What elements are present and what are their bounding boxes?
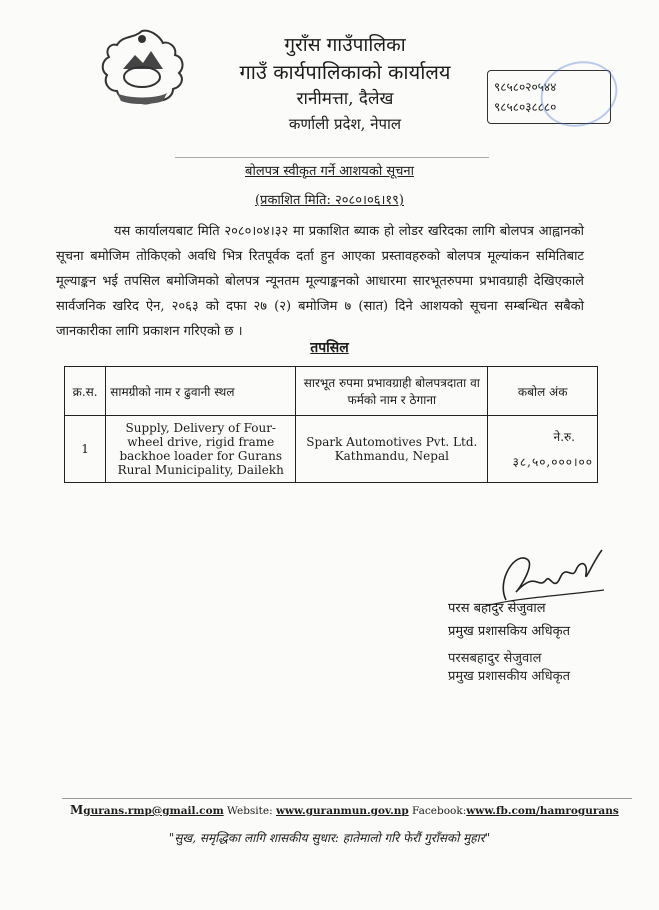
office-location: रानीमत्ता, दैलेख [296,89,394,109]
office-name: गाउँ कार्यपालिकाको कार्यालय [239,60,451,84]
table-header-row [65,367,598,416]
stamp-name: परसबहादुर सेजुवाल [448,651,542,666]
footer-divider [62,798,632,799]
footer-contact [70,803,650,817]
amount-currency: ने.रु. [553,430,575,444]
notice-title-text: बोलपत्र स्वीकृत गर्ने आशयको सूचना [245,164,414,179]
details-heading [0,338,659,357]
signatory-title: प्रमुख प्रशासकिय अधिकृत [448,624,571,639]
cell-item: Supply, Delivery of Four-wheel drive, rigid frame backhoe loader for Gurans Rural Municipality, Dailekh [106,416,296,483]
province-country: कर्णाली प्रदेश, नेपाल [288,115,402,133]
notice-title [0,161,659,179]
award-table [64,366,598,483]
nepal-emblem-icon [93,25,191,113]
facebook-label: Facebook: [412,805,467,817]
phone-number-1: ९८५८०२०५४४ [494,80,557,94]
mail-icon: M [70,803,84,817]
cell-amount [488,416,598,483]
signatory-name: परस बहादुर सेजुवाल [448,601,546,616]
stamp-title: प्रमुख प्रशासकीय अधिकृत [448,669,571,684]
cell-serial: 1 [65,416,106,483]
details-heading-text: तपसिल [310,340,349,356]
header-bidder: सारभूत रुपमा प्रभावग्राही बोलपत्रदाता वा फर्मको नाम र ठेगाना [296,367,488,416]
table-row [65,416,598,483]
header-serial: क्र.स. [65,367,106,416]
published-date [0,190,659,208]
amount-value: ३८,५०,०००।०० [512,455,593,469]
footer-website[interactable]: www.guranmun.gov.np [275,805,409,817]
header-amount: कबोल अंक [488,367,598,416]
municipality-name: गुराँस गाउँपालिका [284,34,406,56]
phone-number-2: ९८५८०३८८८० [494,100,557,114]
bidder-address: Kathmandu, Nepal [334,449,449,463]
footer-facebook[interactable]: www.fb.com/hamrogurans [466,805,619,817]
website-label: Website: [227,805,273,817]
notice-body: यस कार्यालयबाट मिति २०८०।०४।३२ मा प्रकाशित ब्याक हो लोडर खरिदका लागि बोलपत्र आह्वानको सूचना बमोजिम तोकिएको अवधि भित्र रितपूर्वक दर्ता हुन आएका प्रस्तावहरुको बोलपत्र मूल्यांकन समितिबाट मूल्याङ्कन भई तपसिल बमोजिमको बोलपत्र न्यूनतम मूल्याङ्कनको आधारमा सारभूतरुपमा प्रभावग्राही देखिएकाले सार्वजनिक खरिद ऐन, २०६३ को दफा २७ (२) बमोजिम ७ (सात) दिने आशयको सूचना सम्बन्धित सबैको जानकारीका लागि प्रकाशन गरिएको छ । [56,224,584,339]
bidder-name: Spark Automotives Pvt. Ltd. [306,435,478,449]
published-date-text: (प्रकाशित मिति: २०८०।०६।१९) [254,193,404,208]
cell-bidder [296,416,488,483]
footer-email[interactable]: gurans.rmp@gmail.com [83,805,224,817]
footer-slogan: "सुख, समृद्धिका लागि शासकीय सुधार: हातेमालो गरि फेरौं गुराँसको मुहार" [168,831,491,845]
header-item: सामग्रीको नाम र ढुवानी स्थल [106,367,296,416]
office-header [205,32,485,136]
header-divider [175,157,489,158]
